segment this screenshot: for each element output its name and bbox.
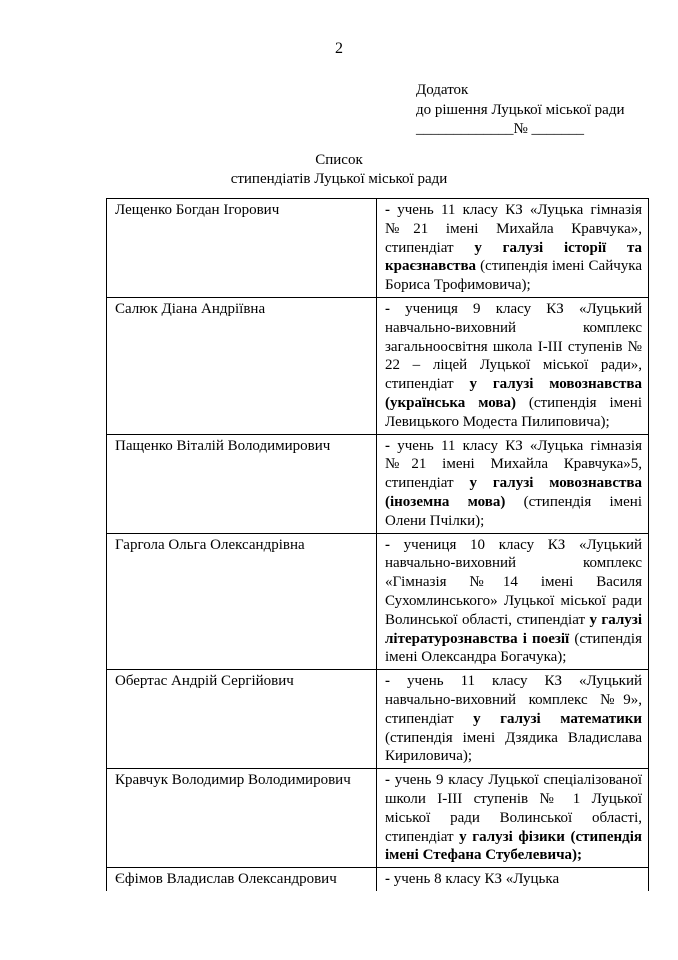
- recipient-description: [377, 769, 649, 868]
- table-row: [107, 670, 649, 769]
- table-row: [107, 297, 649, 434]
- description-text: учень 11 класу КЗ «Луцька гімназія №21 імені Михайла Кравчука», стипендіат: [385, 202, 642, 256]
- recipient-name: Кравчук Володимир Володимирович: [107, 769, 377, 868]
- description-dash: -: [385, 871, 390, 888]
- recipient-name: Салюк Діана Андріївна: [107, 297, 377, 434]
- table-row: [107, 868, 649, 891]
- description-field-bold: у галузі мовознавства (українська мова): [385, 376, 643, 411]
- addendum-number-line: _____________№ _______: [416, 121, 585, 137]
- description-field-bold: у галузі фізики: [459, 828, 565, 845]
- recipient-description: [377, 533, 649, 670]
- description-scholarship-bold: (стипендія імені Стефана Стубелевича);: [385, 828, 642, 864]
- description-field-bold: у галузі літературознавства і поезії: [385, 611, 642, 647]
- description-scholarship: (стипендія імені Олександра Богачука);: [385, 630, 642, 666]
- table-row: [107, 199, 649, 298]
- description-text: учень 9 класу Луцької спеціалізованої школи І-ІІІ ступенів № 1 Луцької міської ради Волинської області, стипендіат: [385, 772, 642, 845]
- description-text: учень 11 класу КЗ «Луцька гімназія №21 імені Михайла Кравчука»5, стипендіат: [385, 437, 642, 492]
- recipient-description: [377, 297, 649, 434]
- recipient-description: [377, 199, 649, 298]
- description-field-bold: у галузі мовознавства (іноземна мова): [385, 475, 643, 510]
- description-dash: -: [385, 673, 390, 690]
- list-heading-line1: Список: [315, 152, 363, 168]
- description-dash: -: [385, 536, 390, 553]
- list-heading-line2: стипендіатів Луцької міської ради: [230, 171, 448, 187]
- description-text: учениця 10 класу КЗ «Луцький навчально-виховний комплекс «Гімназія №14 імені Василя Сухомлинського» Луцької міської ради Волинської області, стипендіат: [385, 536, 642, 628]
- recipient-description: [377, 868, 649, 891]
- list-heading: [0, 151, 678, 189]
- addendum-decision-line: до рішення Луцької міської ради: [416, 101, 625, 118]
- recipient-name: Єфімов Владислав Олександрович: [107, 868, 377, 891]
- table-row: [107, 533, 649, 670]
- recipient-name: Пащенко Віталій Володимирович: [107, 434, 377, 533]
- recipient-description: [377, 434, 649, 533]
- recipients-table: [106, 198, 649, 891]
- recipient-name: Гаргола Ольга Олександрівна: [107, 533, 377, 670]
- description-cut-line: [385, 870, 642, 888]
- description-dash: -: [385, 437, 390, 454]
- description-text: учениця 9 класу КЗ «Луцький навчально-виховний комплекс загальноосвітня школа І-ІІІ ступенів № 22 – ліцей Луцької міської ради», стипендіат: [385, 300, 642, 393]
- recipient-description: [377, 670, 649, 769]
- table-row: [107, 769, 649, 868]
- description-dash: -: [385, 300, 390, 317]
- description-scholarship: (стипендія імені Дзядика Владислава Кириловича);: [385, 729, 642, 765]
- addendum-block: [416, 81, 625, 140]
- description-text: учень 11 класу КЗ «Луцький навчально-виховний комплекс №9», стипендіат: [385, 673, 642, 727]
- description-field-bold: у галузі історії та краєзнавства: [385, 239, 643, 275]
- description-scholarship: (стипендія імені Левицького Модеста Пилиповича);: [385, 394, 642, 430]
- description-dash: -: [385, 772, 390, 789]
- addendum-title: Додаток: [416, 82, 469, 98]
- description-dash: -: [385, 202, 390, 218]
- description-scholarship: (стипендія імені Сайчука Бориса Трофимовича);: [385, 258, 642, 294]
- page-number: 2: [335, 40, 343, 57]
- description-field-bold: у галузі математики: [473, 710, 642, 727]
- recipient-name: Лещенко Богдан Ігорович: [107, 199, 377, 298]
- description-scholarship: (стипендія імені Олени Пчілки);: [385, 493, 642, 529]
- recipient-name: Обертас Андрій Сергійович: [107, 670, 377, 769]
- table-row: [107, 434, 649, 533]
- description-text: учень 8 класу КЗ «Луцька: [390, 871, 560, 888]
